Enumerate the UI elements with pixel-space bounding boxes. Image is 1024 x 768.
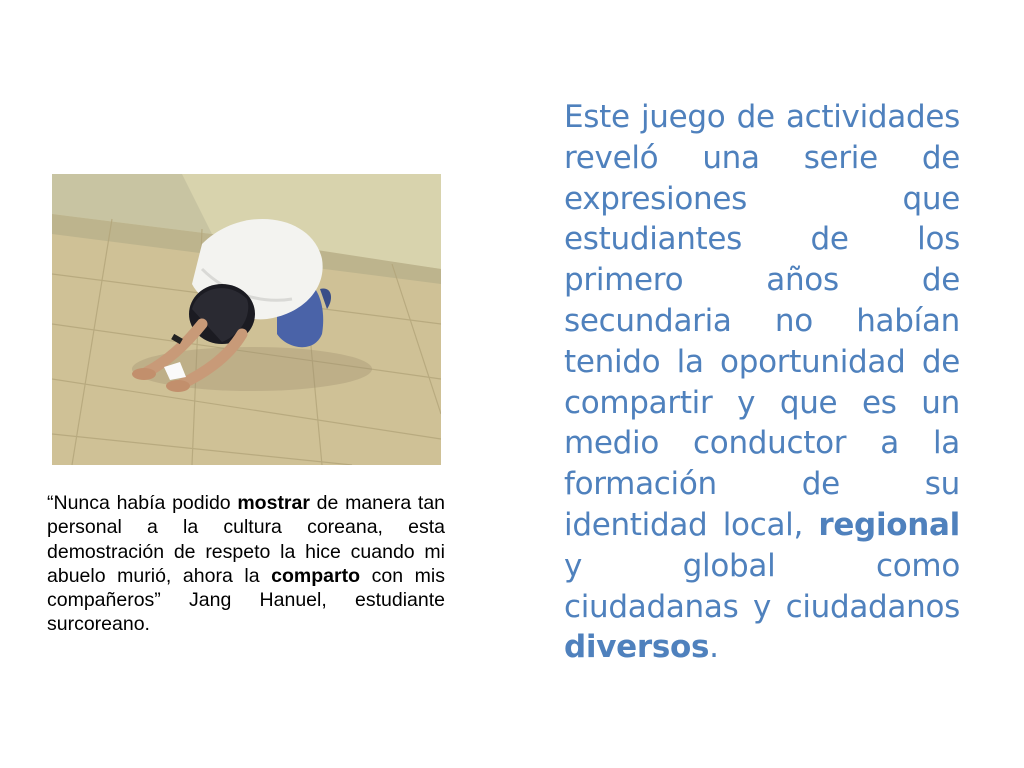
student-bowing-photo <box>52 174 441 465</box>
quote-caption <box>47 491 445 637</box>
quote-bold-comparto: comparto <box>271 564 361 587</box>
body-text-3: . <box>709 629 719 666</box>
body-text-1: Este juego de actividades reveló una serie de expresiones que estudiantes de los primero años de secundaria no habían tenido la oportunidad de compartir y que es un medio conductor a la formación de su identidad local, <box>564 99 960 543</box>
quote-text-1: “Nunca había podido <box>47 492 238 514</box>
quote-bold-mostrar: mostrar <box>237 492 310 514</box>
photo-illustration <box>52 174 441 465</box>
body-text-2: y global como ciudadanas y ciudadanos <box>564 547 960 625</box>
body-bold-regional: regional <box>818 506 960 543</box>
quote-text-2: de manera tan personal a la cultura coreana, esta demostración de respeto la hice cuando mi abuelo murió, ahora la <box>47 492 446 587</box>
main-paragraph <box>564 97 960 668</box>
quote-text-3: con mis compañeros” Jang Hanuel, estudiante surcoreano. <box>47 564 445 636</box>
body-bold-diversos: diversos <box>564 629 710 666</box>
